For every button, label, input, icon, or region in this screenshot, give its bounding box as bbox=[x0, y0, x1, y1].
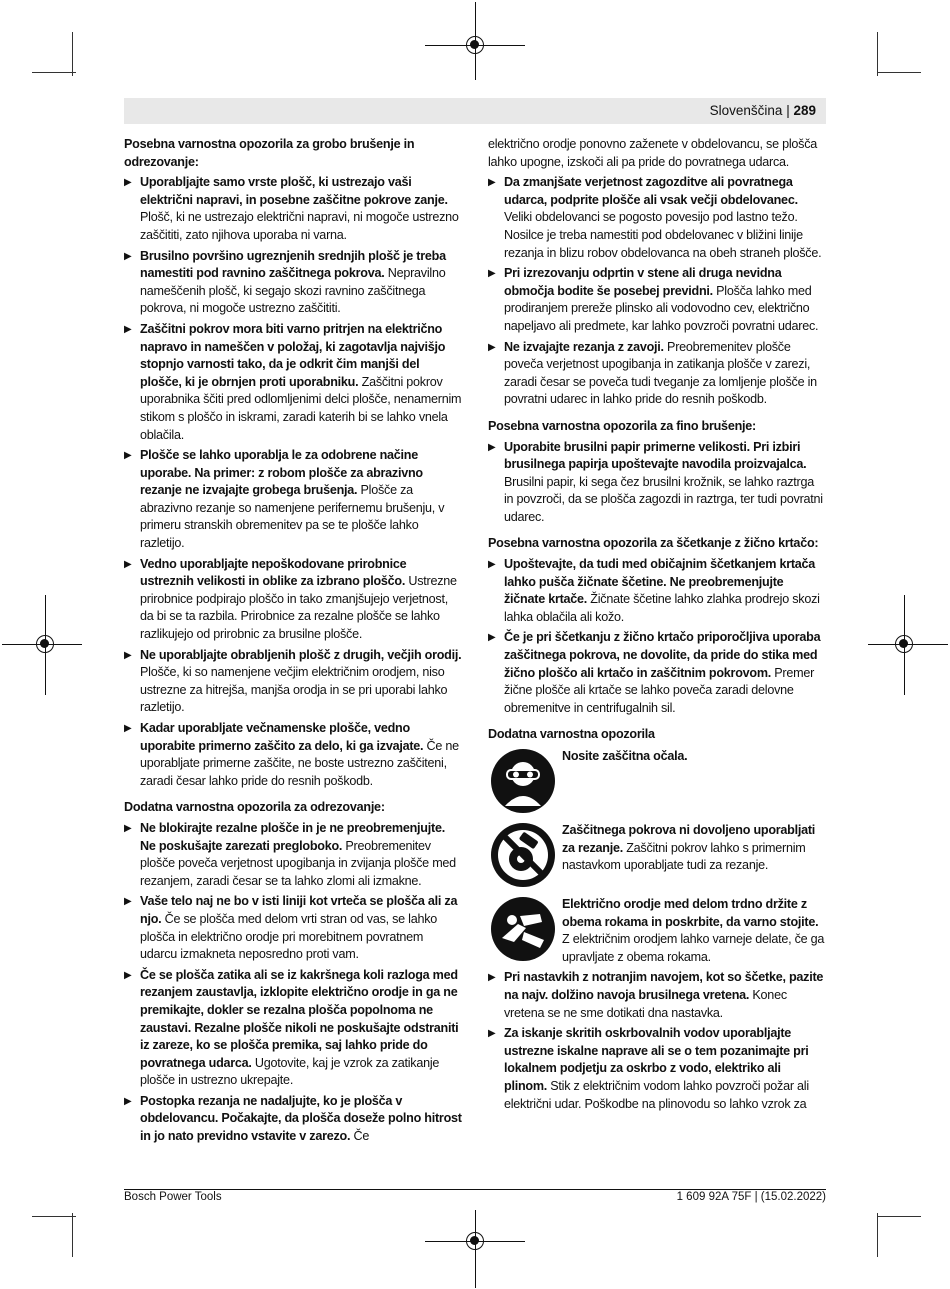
safety-instruction: Da zmanjšate verjetnost zagozditve ali povratnega udarca, podprite plošče ali vsak večji obdelovanec. bbox=[504, 175, 798, 207]
safety-instruction: Brusilno površino ugreznjenih srednjih plošč je treba namestiti pod ravnino zaščitnega pokrova. bbox=[140, 248, 446, 281]
safety-instruction: Uporabljajte samo vrste plošč, ki ustrezajo vaši električni napravi, in posebne zaščitne pokrove zanje. bbox=[140, 175, 448, 207]
safety-instruction: Zaščitni pokrov mora biti varno pritrjen na električno napravo in nameščen v položaj, ki zagotavlja najvišjo stopnjo varnosti tako, da je odkrit čim manjši del plošče, ki je obrnjen proti uporabniku. bbox=[140, 321, 446, 389]
crop-mark bbox=[72, 1213, 73, 1257]
header-language: Slovenščina bbox=[709, 103, 783, 118]
safety-list-item bbox=[488, 556, 826, 626]
safety-instruction: Ne blokirajte rezalne plošče in je ne preobremenjujte. Ne poskušajte zarezati pregloboko. bbox=[140, 820, 445, 853]
safety-explanation: Stik z električnim vodom lahko povzroči požar ali električni udar. Poškodbe na plinovodu so lahko vzrok za bbox=[504, 1078, 809, 1111]
safety-explanation: Če ne uporabljate primerne zaščite, ne boste ustrezno zaščiteni, zaradi česar lahko pride do resnih poškodb. bbox=[140, 738, 459, 788]
header-text bbox=[710, 103, 816, 118]
safety-instruction: Postopka rezanja ne nadaljujte, ko je plošča v obdelovancu. Počakajte, da plošča doseže polno hitrost in jo nato previdno vstavite v zarezo. bbox=[140, 1093, 462, 1144]
safety-goggles-icon bbox=[490, 748, 556, 814]
safety-explanation: Plošča lahko med prodiranjem prereže plinsko ali vodovodno cev, električno napeljavo ali predmete, kar lahko povzroči povratni udarec. bbox=[504, 283, 819, 333]
safety-instruction: Če je pri ščetkanju z žično krtačo priporočljiva uporaba zaščitnega pokrova, ne dovolite, da pride do stika med žično ploščo ali krtačo in zaščitnim pokrovom. bbox=[504, 630, 821, 680]
safety-list-item bbox=[488, 439, 826, 527]
no-cutting-guard-icon bbox=[490, 822, 556, 888]
safety-explanation: Brusilni papir, ki sega čez brusilni krožnik, se lahko raztrga in povzroči, da se plošča zagozdi in raztrga, ter tudi povratni udarec. bbox=[504, 474, 823, 524]
safety-explanation: Žičnate ščetine lahko zlahka prodrejo skozi lahka oblačila ali kožo. bbox=[504, 592, 820, 624]
safety-list-item bbox=[124, 720, 462, 790]
footer-doc-number: 1 609 92A 75F | (15.02.2022) bbox=[676, 1191, 826, 1203]
safety-instruction: Vedno uporabljajte nepoškodovane prirobnice ustreznih velikosti in oblike za izbrano ploščo. bbox=[140, 556, 407, 589]
safety-instruction: Plošče se lahko uporablja le za odobrene načine uporabe. Na primer: z robom plošče za abrazivno rezanje ne izvajajte grobega brušenja. bbox=[140, 448, 423, 498]
safety-list-item bbox=[124, 556, 462, 644]
safety-list-item bbox=[488, 265, 826, 335]
safety-instruction: Pri izrezovanju odprtin v stene ali druga nevidna območja bodite še posebej previdni. bbox=[504, 266, 782, 298]
registration-mark-icon bbox=[466, 36, 484, 54]
registration-mark-icon bbox=[36, 635, 54, 653]
safety-explanation: Plošče, ki so namenjene večjim električnim orodjem, niso ustrezne za hitrejša, manjša orodja in se pri uporabi lahko razletijo. bbox=[140, 665, 448, 715]
safety-explanation: Z električnim orodjem lahko varneje delate, če ga upravljate z obema rokama. bbox=[562, 932, 825, 964]
continued-text: električno orodje ponovno zaženete v obdelovancu, se plošča lahko upogne, izskoči ali pa pride do povratnega udarca. bbox=[488, 137, 818, 169]
safety-instruction: Uporabite brusilni papir primerne velikosti. Pri izbiri brusilnega papirja upoštevajte navodila proizvajalca. bbox=[504, 439, 807, 472]
right-column bbox=[488, 136, 826, 1113]
safety-instruction: Vaše telo naj ne bo v isti liniji kot vrteča se plošča ali za njo. bbox=[140, 894, 458, 926]
safety-instruction: Če se plošča zatika ali se iz kakršnega koli razloga med rezanjem zaustavlja, izklopite električno orodje in ga ne premikajte, dokler se rezalna plošča popolnoma ne zaustavi. Rezalne plošče nikoli ne poskušajte odstraniti iz zareze, ko se plošča premika, saj lahko pride do povratnega udarca. bbox=[140, 967, 459, 1070]
page-header bbox=[124, 98, 826, 124]
safety-list-item bbox=[124, 647, 462, 717]
safety-list-item bbox=[488, 174, 826, 262]
safety-instruction: Ne uporabljajte obrabljenih plošč z drugih, večjih orodij. bbox=[140, 647, 462, 662]
safety-explanation: Zaščitni pokrov uporabnika ščiti pred odlomljenimi delci plošče, nenamernim stikom s ploščo in iskrami, zaradi katerih bi se lahko vnela oblačila. bbox=[140, 374, 462, 442]
safety-instruction: Pri nastavkih z notranjim navojem, kot so ščetke, pazite na najv. dolžino navoja brusilnega vretena. bbox=[504, 970, 824, 1002]
safety-explanation: Preobremenitev plošče poveča verjetnost upogibanja in zvijanja plošče med rezanjem, zaradi česar se ta lahko zlomi ali izmakne. bbox=[140, 838, 456, 888]
safety-explanation: Ustrezne prirobnice podpirajo ploščo in tako zmanjšujejo verjetnost, da bi se ta razbila. Prirobnice za rezalne plošče se lahko razlikujejo od prirobnic za brusilne plošče. bbox=[140, 574, 457, 642]
left-column bbox=[124, 136, 462, 1146]
safety-instruction: Električno orodje med delom trdno držite z obema rokama in poskrbite, da varno stojite. bbox=[562, 897, 819, 929]
safety-explanation: Plošče za abrazivno rezanje so namenjene perifernemu brušenju, v primeru stranskih obremenitev pa se te plošče lahko razletijo. bbox=[140, 483, 445, 551]
header-separator: | bbox=[786, 103, 790, 118]
pictogram-row bbox=[488, 748, 826, 818]
safety-list-item bbox=[124, 321, 462, 444]
pictogram-row bbox=[488, 822, 826, 892]
safety-list-item bbox=[124, 248, 462, 318]
safety-explanation: Ugotovite, kaj je vzrok za zatikanje plošče in ustrezno ukrepajte. bbox=[140, 1055, 440, 1088]
crop-mark bbox=[72, 32, 73, 76]
crop-mark bbox=[32, 1216, 76, 1217]
safety-explanation: Zaščitni pokrov lahko s primernim nastavkom uporabljate tudi za rezanje. bbox=[562, 840, 806, 873]
safety-explanation: Preobremenitev plošče poveča verjetnost upogibanja in zatikanja plošče v zarezi, zaradi česar se poveča tudi tveganje za lomljenje plošče in povratni udarec in lahko pride do resnih poškodb. bbox=[504, 339, 817, 407]
safety-instruction: Nosite zaščitna očala. bbox=[562, 749, 688, 763]
section-heading: Dodatna varnostna opozorila bbox=[488, 727, 655, 742]
page-number: 289 bbox=[793, 103, 816, 118]
crop-mark bbox=[877, 32, 878, 76]
pictogram-row bbox=[488, 896, 826, 966]
crop-mark bbox=[877, 72, 921, 73]
safety-instruction: Ne izvajajte rezanja z zavoji. bbox=[504, 339, 664, 354]
section-heading: Posebna varnostna opozorila za ščetkanje z žično krtačo: bbox=[488, 536, 819, 551]
safety-list-item bbox=[124, 820, 462, 890]
safety-list-item bbox=[488, 629, 826, 717]
safety-list-item bbox=[124, 174, 462, 244]
safety-list-item bbox=[124, 967, 462, 1090]
safety-list-item bbox=[488, 1025, 826, 1113]
footer-divider bbox=[124, 1189, 826, 1190]
safety-list-item bbox=[124, 447, 462, 553]
two-hands-icon bbox=[490, 896, 556, 962]
registration-mark-icon bbox=[895, 635, 913, 653]
section-heading: Posebna varnostna opozorila za fino brušenje: bbox=[488, 418, 756, 433]
crop-mark bbox=[877, 1213, 878, 1257]
crop-mark bbox=[32, 72, 76, 73]
safety-explanation: Veliki obdelovanci se pogosto povesijo pod lastno težo. Nosilce je treba namestiti pod obdelovanec v bližini linije rezanja in blizu robov obdelovanca na obeh straneh plošče. bbox=[504, 210, 822, 260]
safety-explanation: Konec vretena se ne sme dotikati dna nastavka. bbox=[504, 987, 787, 1020]
safety-explanation: Premer žične plošče ali krtače se lahko poveča zaradi delovne obremenitve in centrifugalnih sil. bbox=[504, 665, 815, 715]
section-heading: Posebna varnostna opozorila za grobo brušenje in odrezovanje: bbox=[124, 137, 415, 169]
footer-brand: Bosch Power Tools bbox=[124, 1191, 222, 1203]
safety-list-item bbox=[488, 339, 826, 409]
safety-explanation: Nepravilno nameščenih plošč, ki segajo skozi ravnino zaščitnega pokrova, ni mogoče ustrezno zaščititi. bbox=[140, 266, 446, 316]
safety-explanation: Če bbox=[350, 1129, 370, 1144]
safety-instruction: Upoštevajte, da tudi med običajnim ščetkanjem krtača lahko pušča žičnate ščetine. Ne preobremenjujte žičnate krtače. bbox=[504, 557, 816, 607]
safety-explanation: Plošč, ki ne ustrezajo električni napravi, ni mogoče ustrezno zaščititi, zato njihova uporaba ni varna. bbox=[140, 210, 459, 242]
safety-instruction: Zaščitnega pokrova ni dovoljeno uporabljati za rezanje. bbox=[562, 823, 816, 855]
registration-mark-icon bbox=[466, 1232, 484, 1250]
safety-list-item bbox=[488, 969, 826, 1022]
safety-instruction: Kadar uporabljate večnamenske plošče, vedno uporabite primerno zaščito za delo, ki ga izvajate. bbox=[140, 721, 424, 753]
safety-explanation: Če se plošča med delom vrti stran od vas, se lahko plošča in električno orodje pri morebitnem povratnem udarcu izmakneta neposredno proti vam. bbox=[140, 911, 438, 962]
safety-list-item bbox=[124, 893, 462, 963]
section-heading: Dodatna varnostna opozorila za odrezovanje: bbox=[124, 800, 385, 815]
crop-mark bbox=[877, 1216, 921, 1217]
safety-instruction: Za iskanje skritih oskrbovalnih vodov uporabljajte ustrezne iskalne naprave ali se o tem pozanimajte pri lokalnem podjetju za oskrbo z vodo, elektriko ali plinom. bbox=[504, 1026, 809, 1093]
safety-list-item bbox=[124, 1093, 462, 1146]
